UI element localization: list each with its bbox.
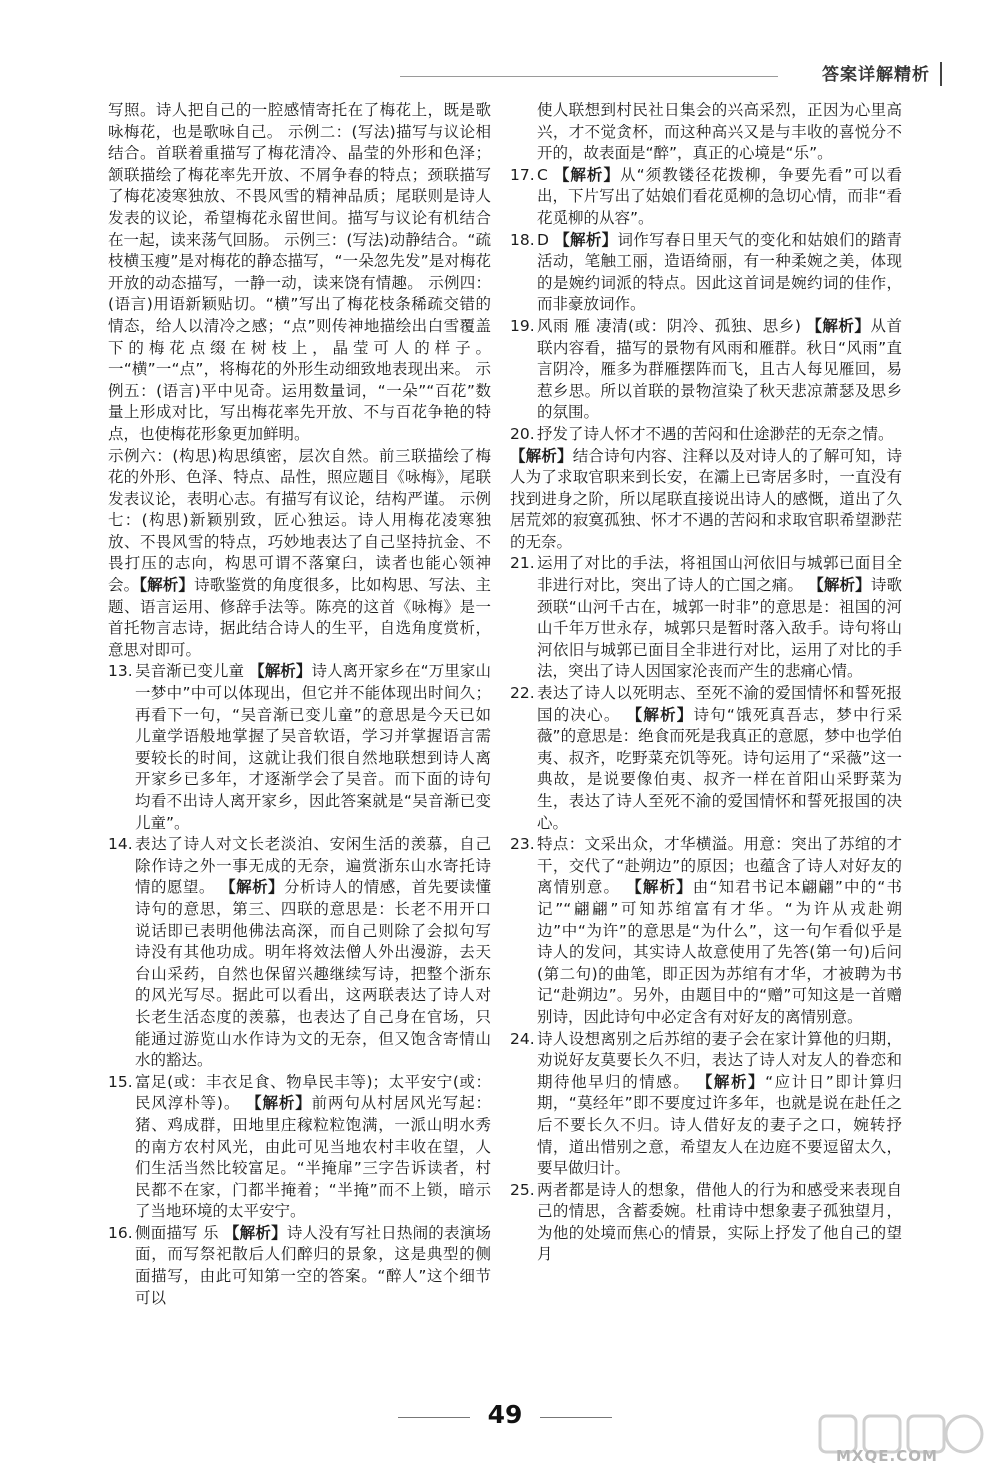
- answer-text: 两者都是诗人的想象，借他人的行为和感受来表现自己的情思，含蓄委婉。杜甫诗中想象妻子孤独望月，为他的处境而焦心的情景，实际上抒发了他自己的望月: [537, 1180, 902, 1264]
- analysis-text: 诗歌颈联“山河千古在，城郭一时非”的意思是：祖国的河山千年万世永存，城郭只是暂时落入敌手。诗句将山河依旧与城郭已面目全非进行对比，运用了对比的手法，突出了诗人因国家沦丧而产生的悲痛心情。: [537, 576, 902, 681]
- section-label: 【解析】: [510, 446, 573, 465]
- analysis-text: 诗人没有写社日热闹的表演场面，而写祭祀散后人们醉归的景象，这是典型的侧面描写，由此可知第一空的答案。“醉人”这个细节可以: [135, 1223, 491, 1307]
- answer-item-20: [510, 424, 902, 554]
- continuation-text: 写照。诗人把自己的一腔感情寄托在了梅花上，既是歌咏梅花，也是歌咏自己。 示例二：(写法)描写与议论相结合。首联着重描写了梅花清冷、晶莹的外形和色泽；颔联描绘了梅花率先开放、不屑争春的特点；颈联描写了梅花凌寒独放、不畏风雪的精神品质；尾联则是诗人发表的议论，希望梅花永留世间。描写与议论有机结合在一起，读来荡气回肠。 示例三：(写法)动静结合。“疏枝横玉瘦”是对梅花的静态描写，“一朵忽先发”是对梅花开放的动态描写，一静一动，读来饶有情趣。 示例四：(语言)用语新颖贴切。“横”写出了梅花枝条稀疏交错的情态，给人以清冷之感；“点”则传神地描绘出白雪覆盖下的梅花点缀在树枝上，晶莹可人的样子。一“横”一“点”，将梅花的外形生动细致地表现出来。 示例五：(语言)平中见奇。运用数量词，“一朵”“百花”数量上形成对比，写出梅花率先开放、不与百花争艳的特点，也使梅花形象更加鲜明。: [108, 101, 491, 443]
- answer-item-19: [510, 316, 902, 424]
- analysis-block: [510, 446, 902, 554]
- answer-text: C: [537, 165, 548, 184]
- item-number: 20.: [510, 424, 535, 443]
- analysis-text: 词作写春日里天气的变化和姑娘们的踏青活动，笔触工丽，造语绮丽，有一种柔婉之美，体现的是婉约词派的特点。因此这首词是婉约词的佳作，而非豪放词作。: [537, 230, 902, 314]
- continuation-text: 示例六：(构思)构思缜密，层次自然。前三联描绘了梅花的外形、色泽、特点、品性，照应题目《咏梅》，尾联发表议论，表明心志。有描写有议论，结构严谨。 示例七：(构思)新颖别致，匠心独运。诗人用梅花凌寒独放、不畏风雪的特点，巧妙地表达了自己坚持抗金、不畏打压的志向，构思可谓不落窠臼，读者也能心领神会。【解析】诗歌鉴赏的角度很多，比如构思、写法、主题、语言运用、修辞手法等。陈亮的这首《咏梅》是一首托物言志诗，据此结合诗人的生平，自选角度赏析，意思对即可。: [108, 446, 491, 659]
- answer-text: D: [537, 230, 549, 249]
- header-bar: [940, 62, 942, 86]
- header-title: 答案详解精析: [822, 65, 930, 85]
- continuation-text: 使人联想到村民社日集会的兴高采烈，正因为心里高兴，才不觉贪杯，而这种高兴又是与丰收的喜悦分不开的，故表面是“醉”，真正的心境是“乐”。: [537, 101, 902, 163]
- answer-text: 吴音渐已变儿童: [135, 662, 245, 681]
- section-label: 【解析】: [808, 576, 871, 595]
- section-label: 【解析】: [246, 1094, 312, 1113]
- answer-text: 表达了诗人对文长老淡泊、安闲生活的羡慕，自己除作诗之外一事无成的无奈，遍赏浙东山水寄托诗情的愿望。: [135, 835, 491, 897]
- section-label: 【解析】: [249, 662, 312, 681]
- analysis-text: 从首联内容看，描写的景物有风雨和雁群。秋日“风雨”直言阴冷，雁多为群雁摆阵而飞，且古人每见雁回，易惹乡思。所以首联的景物渲染了秋天悲凉萧瑟及思乡的氛围。: [537, 316, 902, 422]
- analysis-text: 分析诗人的情感，首先要读懂诗句的意思，第三、四联的意思是：长老不用开口说话即已表明他佛法高深，而自己则除了会拟句写诗没有其他功成。明年将效法僧人外出漫游，去天台山采药，自然也保留兴趣继续写诗，把整个浙东的风光写尽。据此可以看出，这两联表达了诗人对长老生活态度的羡慕，也表达了自己身在官场，只能通过游览山水作诗为文的无奈，但又饱含寄情山水的豁达。: [135, 878, 491, 1070]
- item-number: 25.: [510, 1180, 535, 1199]
- section-label: 【解析】: [553, 165, 621, 184]
- analysis-text: 由“知君书记本翩翩”中的“书记”“翩翩”可知苏绾富有才华。“为许从戎赴朔边”中“为许”的意思是“为什么”，这一句乍看似乎是诗人的发问，其实诗人故意使用了先答(第一句)后问(第二句)的曲笔，即正因为苏绾有才华，才被聘为书记“赴朔边”。另外，由题目中的“赠”可知这是一首赠别诗，因此诗句中必定含有对好友的离情别意。: [537, 878, 902, 1026]
- item-number: 17.: [510, 165, 535, 184]
- answer-text: 特点：文采出众，才华横溢。用意：突出了苏绾的才干，交代了“赴朔边”的原因；也蕴含了诗人对好友的离情别意。: [537, 835, 902, 897]
- footer-rule-right: [540, 1417, 612, 1418]
- item-number: 18.: [510, 230, 535, 249]
- answer-item-15: [108, 1072, 491, 1223]
- right-column: [510, 100, 902, 1266]
- answer-item-18: [510, 230, 902, 316]
- answer-item-23: [510, 834, 902, 1028]
- item-number: 19.: [510, 316, 535, 335]
- answer-text: 抒发了诗人怀才不遇的苦闷和仕途渺茫的无奈之情。: [537, 424, 894, 443]
- left-column: [108, 100, 491, 1309]
- answer-item-22: [510, 683, 902, 834]
- item-number: 13.: [108, 662, 133, 681]
- answer-text: 富足(或：丰衣足食、物阜民丰等)；太平安宁(或：民风淳朴等)。: [135, 1072, 491, 1113]
- page-header: [400, 56, 960, 90]
- item-number: 21.: [510, 554, 535, 573]
- watermark-url: MXQE.COM: [836, 1447, 938, 1465]
- answer-text: 风雨 雁 凄清(或：阴冷、孤独、思乡): [537, 316, 801, 335]
- analysis-text: 诗歌鉴赏的角度很多，比如构思、写法、主题、语言运用、修辞手法等。陈亮的这首《咏梅》是一首托物言志诗，据此结合诗人的生平，自选角度赏析，意思对即可。: [108, 576, 491, 659]
- header-rule: [400, 76, 778, 77]
- answer-item-21: [510, 553, 902, 683]
- answer-item-16-continued: [510, 100, 902, 165]
- answer-item-13: [108, 661, 491, 834]
- analysis-text: “应计日”即计算归期，“莫经年”即不要度过许多年，也就是说在赴任之后不要长久不归。诗人借好友的妻子之口，婉转抒情，道出惜别之意，希望友人在边庭不要逗留太久，要早做归计。: [537, 1072, 902, 1178]
- section-label: 【解析】: [223, 1223, 287, 1242]
- answer-text: 运用了对比的手法，将祖国山河依旧与城郭已面目全非进行对比，突出了诗人的亡国之痛。: [537, 554, 902, 595]
- section-label: 【解析】: [626, 705, 694, 724]
- answer-item-25: [510, 1180, 902, 1266]
- answer-item-17: [510, 165, 902, 230]
- page-number: 49: [487, 1400, 523, 1429]
- footer-rule-left: [398, 1417, 470, 1418]
- item-number: 22.: [510, 684, 535, 703]
- section-label: 【解析】: [220, 878, 284, 897]
- section-label: 【解析】: [139, 576, 195, 595]
- section-label: 【解析】: [806, 316, 871, 335]
- item-number: 24.: [510, 1029, 535, 1048]
- answer-item-14: [108, 834, 491, 1072]
- section-label: 【解析】: [626, 878, 693, 897]
- section-label: 【解析】: [696, 1072, 766, 1091]
- answer-text: 诗人设想离别之后苏绾的妻子会在家计算他的归期，劝说好友莫要长久不归，表达了诗人对友人的眷恋和期待他早归的情感。: [537, 1029, 902, 1091]
- analysis-text: 结合诗句内容、注释以及对诗人的了解可知，诗人为了求取官职来到长安，在灞上已寄居多时，一直没有找到进身之阶，所以尾联直接说出诗人的感慨，道出了久居荒郊的寂寞孤独、怀才不遇的苦闷和求取官职希望渺茫的无奈。: [510, 446, 902, 551]
- section-label: 【解析】: [554, 230, 618, 249]
- item-number: 15.: [108, 1072, 133, 1091]
- answer-item-16: [108, 1223, 491, 1309]
- analysis-text: 诗人离开家乡在“万里家山一梦中”中可以体现出，但它并不能体现出时间久；再看下一句，“吴音渐已变儿童”的意思是今天已如儿童学语般地掌握了吴音软语，学习并掌握语言需要较长的时间，这就让我们很自然地联想到诗人离开家乡已多年，才逐渐学会了吴音。而下面的诗句均看不出诗人离开家乡，因此答案就是“吴音渐已变儿童”。: [135, 662, 491, 832]
- analysis-text: 前两句从村居风光写起：猪、鸡成群，田地里庄稼粒粒饱满，一派山明水秀的南方农村风光，由此可见当地农村丰收在望，人们生活当然比较富足。“半掩扉”三字告诉读者，村民都不在家，门都半掩着；“半掩”而不上锁，暗示了当地环境的太平安宁。: [135, 1094, 491, 1221]
- answer-text: 表达了诗人以死明志、至死不渝的爱国情怀和誓死报国的决心。: [537, 684, 902, 724]
- analysis-text: 诗句“饿死真吾志，梦中行采薇”的意思是：绝食而死是我真正的意愿，梦中也学伯夷、叔齐，吃野菜充饥等死。诗句运用了“采薇”这一典故，是说要像伯夷、叔齐一样在首阳山采野菜为生，表达了诗人至死不渝的爱国情怀和誓死报国的决心。: [537, 705, 902, 832]
- answer-item-24: [510, 1029, 902, 1180]
- item-number: 14.: [108, 835, 133, 854]
- answer-text: 侧面描写 乐: [135, 1223, 219, 1242]
- item-number: 23.: [510, 835, 535, 854]
- item-number: 16.: [108, 1223, 133, 1242]
- analysis-text: 从“须教镂径花拨柳，争要先看”可以看出，下片写出了姑娘们看花觅柳的急切心情，而非“看花觅柳的从容”。: [537, 165, 902, 227]
